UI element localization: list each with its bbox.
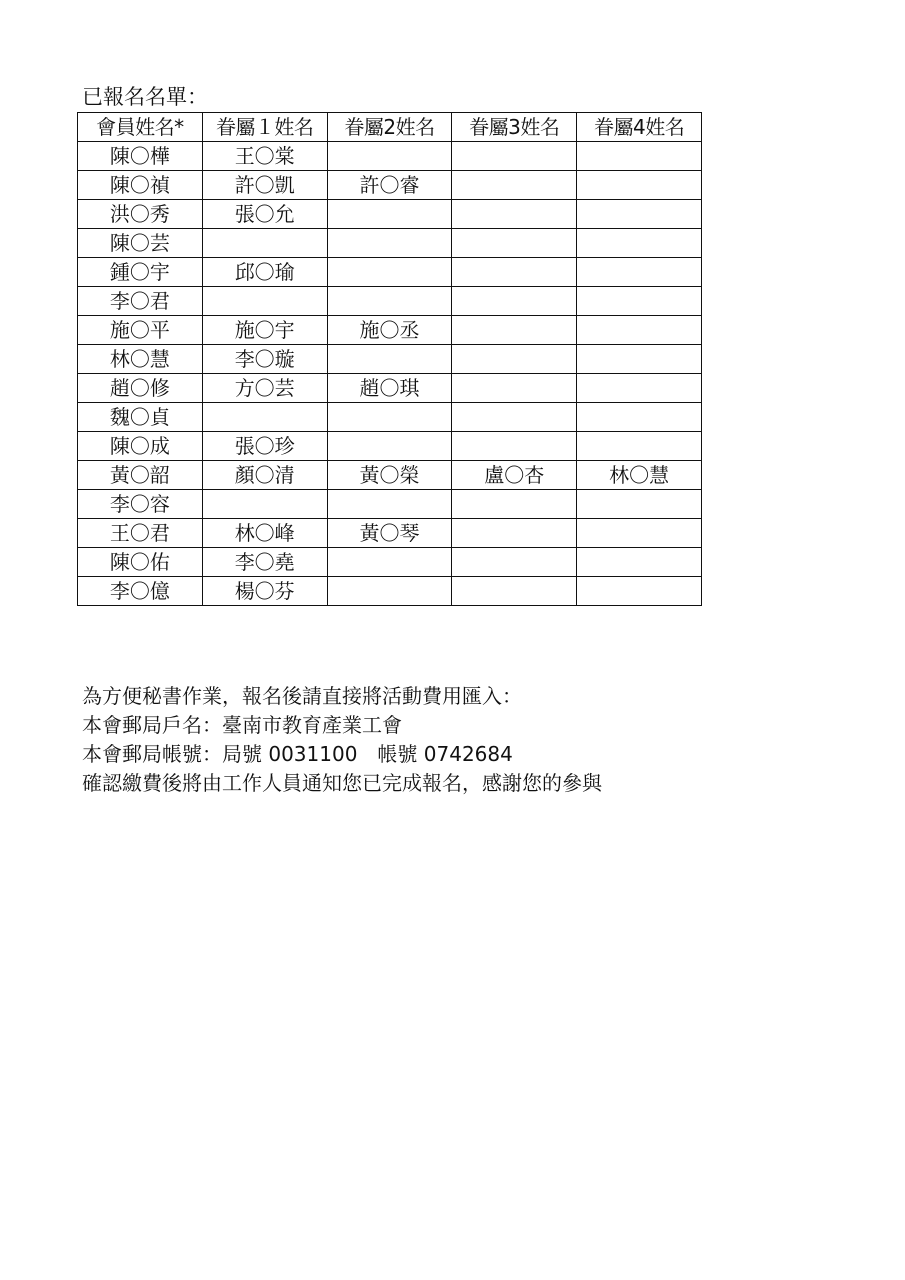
family-name-cell: [202, 229, 327, 258]
family-name-cell: [577, 200, 702, 229]
family-name-cell: [202, 287, 327, 316]
header-family-2-name: 眷屬2姓名: [327, 113, 452, 142]
family-name-cell: [577, 432, 702, 461]
family-name-cell: 方〇芸: [202, 374, 327, 403]
table-row: [78, 171, 702, 200]
family-name-cell: [452, 577, 577, 606]
notes-account-number: 本會郵局帳號：局號 0031100 帳號 0742684: [82, 742, 513, 766]
table-row: [78, 519, 702, 548]
member-name-cell: 魏〇貞: [78, 403, 203, 432]
member-name-cell: 林〇慧: [78, 345, 203, 374]
member-name-cell: 王〇君: [78, 519, 203, 548]
member-name-cell: 陳〇佑: [78, 548, 203, 577]
family-name-cell: [452, 519, 577, 548]
family-name-cell: [202, 490, 327, 519]
family-name-cell: [577, 287, 702, 316]
table-row: [78, 490, 702, 519]
family-name-cell: 施〇丞: [327, 316, 452, 345]
table-row: [78, 287, 702, 316]
family-name-cell: [327, 142, 452, 171]
family-name-cell: [327, 432, 452, 461]
family-name-cell: [452, 345, 577, 374]
member-name-cell: 陳〇芸: [78, 229, 203, 258]
member-name-cell: 洪〇秀: [78, 200, 203, 229]
family-name-cell: [577, 258, 702, 287]
member-name-cell: 陳〇樺: [78, 142, 203, 171]
table-row: [78, 229, 702, 258]
member-name-cell: 李〇容: [78, 490, 203, 519]
notes-line-instruction: 為方便秘書作業，報名後請直接將活動費用匯入：: [82, 684, 522, 708]
table-body: [78, 142, 702, 606]
member-name-cell: 李〇億: [78, 577, 203, 606]
table-row: [78, 374, 702, 403]
list-title: 已報名名單：: [82, 85, 208, 109]
family-name-cell: 王〇棠: [202, 142, 327, 171]
header-member-name: 會員姓名*: [78, 113, 203, 142]
family-name-cell: [452, 142, 577, 171]
family-name-cell: [327, 200, 452, 229]
header-family-1-name: 眷屬１姓名: [202, 113, 327, 142]
family-name-cell: [577, 345, 702, 374]
family-name-cell: [452, 258, 577, 287]
table-row: [78, 200, 702, 229]
table-row: [78, 258, 702, 287]
notes-confirmation: 確認繳費後將由工作人員通知您已完成報名，感謝您的參與: [82, 771, 602, 795]
registration-table: [77, 112, 702, 606]
family-name-cell: [577, 548, 702, 577]
family-name-cell: 許〇睿: [327, 171, 452, 200]
member-name-cell: 陳〇禎: [78, 171, 203, 200]
family-name-cell: [202, 403, 327, 432]
family-name-cell: [452, 316, 577, 345]
table-row: [78, 577, 702, 606]
family-name-cell: [452, 490, 577, 519]
member-name-cell: 黃〇韶: [78, 461, 203, 490]
member-name-cell: 施〇平: [78, 316, 203, 345]
table-row: [78, 432, 702, 461]
family-name-cell: 顏〇清: [202, 461, 327, 490]
table-row: [78, 142, 702, 171]
family-name-cell: [327, 577, 452, 606]
family-name-cell: 許〇凱: [202, 171, 327, 200]
family-name-cell: [577, 490, 702, 519]
family-name-cell: [327, 490, 452, 519]
table-row: [78, 461, 702, 490]
family-name-cell: [452, 287, 577, 316]
family-name-cell: [327, 287, 452, 316]
family-name-cell: 張〇珍: [202, 432, 327, 461]
family-name-cell: [577, 374, 702, 403]
table-row: [78, 345, 702, 374]
family-name-cell: 趙〇琪: [327, 374, 452, 403]
family-name-cell: 李〇堯: [202, 548, 327, 577]
family-name-cell: [327, 258, 452, 287]
family-name-cell: 張〇允: [202, 200, 327, 229]
header-family-3-name: 眷屬3姓名: [452, 113, 577, 142]
family-name-cell: 盧〇杏: [452, 461, 577, 490]
family-name-cell: [452, 374, 577, 403]
notes-account-name: 本會郵局戶名：臺南市教育產業工會: [82, 713, 402, 737]
family-name-cell: [577, 229, 702, 258]
family-name-cell: [327, 345, 452, 374]
family-name-cell: 李〇璇: [202, 345, 327, 374]
family-name-cell: [577, 142, 702, 171]
family-name-cell: 林〇慧: [577, 461, 702, 490]
table-row: [78, 548, 702, 577]
family-name-cell: [327, 403, 452, 432]
payment-notes: [82, 682, 702, 798]
member-name-cell: 李〇君: [78, 287, 203, 316]
family-name-cell: [577, 403, 702, 432]
family-name-cell: [452, 171, 577, 200]
family-name-cell: 黃〇榮: [327, 461, 452, 490]
family-name-cell: 施〇宇: [202, 316, 327, 345]
family-name-cell: [327, 229, 452, 258]
member-name-cell: 鍾〇宇: [78, 258, 203, 287]
family-name-cell: 邱〇瑜: [202, 258, 327, 287]
family-name-cell: 林〇峰: [202, 519, 327, 548]
table-row: [78, 316, 702, 345]
family-name-cell: [577, 316, 702, 345]
family-name-cell: 黃〇琴: [327, 519, 452, 548]
family-name-cell: [452, 548, 577, 577]
family-name-cell: [577, 519, 702, 548]
member-name-cell: 趙〇修: [78, 374, 203, 403]
table-header-row: [78, 113, 702, 142]
header-family-4-name: 眷屬4姓名: [577, 113, 702, 142]
family-name-cell: [577, 171, 702, 200]
member-name-cell: 陳〇成: [78, 432, 203, 461]
family-name-cell: [452, 200, 577, 229]
family-name-cell: [327, 548, 452, 577]
family-name-cell: [577, 577, 702, 606]
family-name-cell: [452, 229, 577, 258]
table-row: [78, 403, 702, 432]
family-name-cell: 楊〇芬: [202, 577, 327, 606]
family-name-cell: [452, 403, 577, 432]
family-name-cell: [452, 432, 577, 461]
